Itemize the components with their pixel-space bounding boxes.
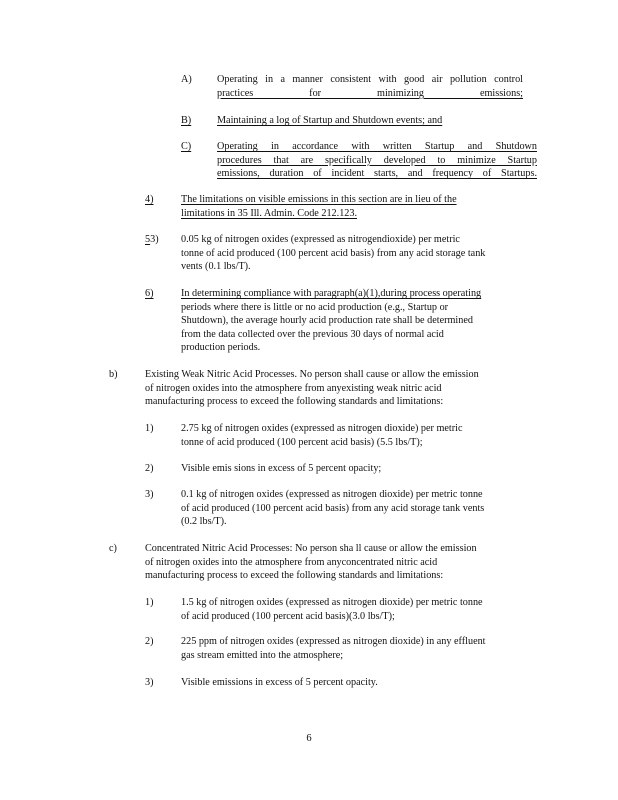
item-marker-B: B) [181, 115, 192, 126]
section-c-marker-2: 2) [145, 636, 154, 647]
item-marker-C: C) [181, 141, 192, 152]
section-marker-c: c) [109, 543, 117, 554]
section-marker-b: b) [109, 369, 118, 380]
section-b-marker-1: 1) [145, 423, 154, 434]
paragraph-marker-3: 53) [145, 234, 159, 245]
section-b-marker-2: 2) [145, 463, 154, 474]
paragraph-3-text: 0.05 kg of nitrogen oxides (expressed as nitrogendioxide) per metric tonne of acid produced (100 percent acid basis) from any acid storage tank vents (0.1 lbs/T). [181, 234, 486, 273]
section-b-marker-3: 3) [145, 489, 154, 500]
paragraph-marker-6: 6) [145, 288, 154, 299]
page-number: 6 [306, 733, 312, 744]
section-c-text: Concentrated Nitric Acid Processes: No person sha ll cause or allow the emission of nitrogen oxides into the atmosphere from anyconcentrated nitric acid manufacturing process to exceed the following standards and limitations: [145, 543, 477, 582]
section-c-marker-1: 1) [145, 597, 154, 608]
section-c-item-3-text: Visible emissions in excess of 5 percent opacity. [181, 677, 378, 688]
section-c-item-2-text: 225 ppm of nitrogen oxides (expressed as nitrogen dioxide) in any effluent gas stream emitted into the atmosphere; [181, 636, 486, 661]
section-c-marker-3: 3) [145, 677, 154, 688]
item-B-text: Maintaining a log of Startup and Shutdown events; and [217, 115, 443, 126]
section-b-item-1-text: 2.75 kg of nitrogen oxides (expressed as nitrogen dioxide) per metric tonne of acid produced (100 percent acid basis) (5.5 lbs/T); [181, 423, 463, 448]
item-C-text: Operating in accordance with written Startup and Shutdown procedures that are specifically developed to minimize Startup emissions, duration of incident starts, and frequency of Startups. [217, 141, 537, 180]
paragraph-marker-4: 4) [145, 194, 154, 205]
item-marker-A: A) [181, 74, 192, 85]
section-b-text: Existing Weak Nitric Acid Processes. No person shall cause or allow the emission of nitrogen oxides into the atmosphere from anyexisting weak nitric acid manufacturing process to exceed the following standards and limitations: [145, 369, 479, 408]
paragraph-6-text: In determining compliance with paragraph(a)(1),during process operating periods where there is little or no acid production (e.g., Startup or Shutdown), the average hourly acid production rate shall be determined from the data collected over the previous 30 days of normal acid production periods. [181, 288, 482, 354]
section-b-item-2-text: Visible emis sions in excess of 5 percent opacity; [181, 463, 382, 474]
section-b-item-3-text: 0.1 kg of nitrogen oxides (expressed as nitrogen dioxide) per metric tonne of acid produced (100 percent acid basis) from any acid storage tank vents (0.2 lbs/T). [181, 489, 485, 528]
paragraph-4-text: The limitations on visible emissions in this section are in lieu of the limitations in 35 Ill. Admin. Code 212.123. [181, 194, 457, 219]
item-A-text: Operating in a manner consistent with good air pollution control practices for minimizing emissions; [217, 74, 523, 99]
section-c-item-1-text: 1.5 kg of nitrogen oxides (expressed as nitrogen dioxide) per metric tonne of acid produced (100 percent acid basis)(3.0 lbs/T); [181, 597, 483, 622]
